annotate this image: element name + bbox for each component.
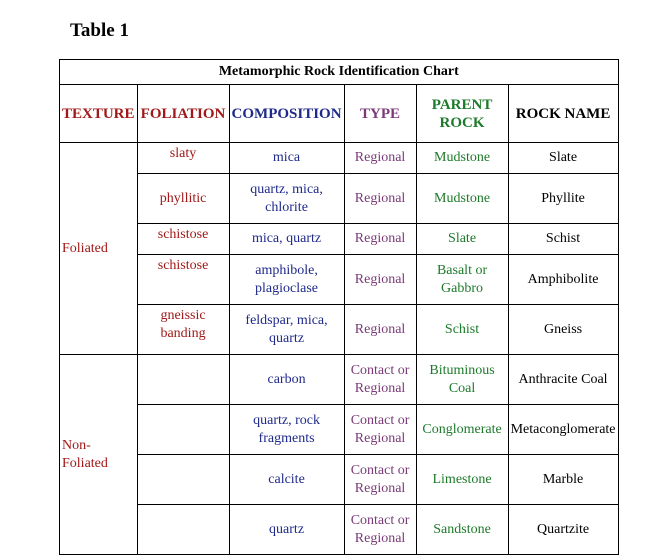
rock-name-cell: Marble bbox=[508, 455, 618, 505]
foliation-cell bbox=[137, 455, 229, 505]
rock-name-cell: Schist bbox=[508, 224, 618, 255]
table-row bbox=[60, 174, 619, 224]
header-parent-rock: PARENT ROCK bbox=[416, 85, 508, 143]
parent-rock-cell: Sandstone bbox=[416, 505, 508, 555]
type-cell: Contact or Regional bbox=[344, 355, 416, 405]
type-cell: Regional bbox=[344, 174, 416, 224]
composition-cell: carbon bbox=[229, 355, 344, 405]
parent-rock-cell: Mudstone bbox=[416, 143, 508, 174]
composition-cell: mica, quartz bbox=[229, 224, 344, 255]
parent-rock-cell: Slate bbox=[416, 224, 508, 255]
table-row bbox=[60, 224, 619, 255]
table-row bbox=[60, 143, 619, 174]
foliation-cell: schistose bbox=[137, 255, 229, 305]
rock-name-cell: Phyllite bbox=[508, 174, 618, 224]
composition-cell: quartz, mica, chlorite bbox=[229, 174, 344, 224]
rock-name-cell: Amphibolite bbox=[508, 255, 618, 305]
texture-non-foliated: Non-Foliated bbox=[60, 355, 138, 555]
header-type: TYPE bbox=[344, 85, 416, 143]
composition-cell: quartz, rock fragments bbox=[229, 405, 344, 455]
type-cell: Regional bbox=[344, 143, 416, 174]
table-row bbox=[60, 355, 619, 405]
foliation-cell bbox=[137, 355, 229, 405]
header-composition: COMPOSITION bbox=[229, 85, 344, 143]
chart-title: Metamorphic Rock Identification Chart bbox=[60, 60, 619, 85]
parent-rock-cell: Schist bbox=[416, 305, 508, 355]
table-row bbox=[60, 255, 619, 305]
parent-rock-cell: Conglomerate bbox=[416, 405, 508, 455]
table-label: Table 1 bbox=[70, 20, 129, 41]
rock-name-cell: Anthracite Coal bbox=[508, 355, 618, 405]
rock-name-cell: Slate bbox=[508, 143, 618, 174]
foliation-cell: slaty bbox=[137, 143, 229, 174]
type-cell: Regional bbox=[344, 305, 416, 355]
foliation-cell: gneissic banding bbox=[137, 305, 229, 355]
composition-cell: mica bbox=[229, 143, 344, 174]
header-rock-name: ROCK NAME bbox=[508, 85, 618, 143]
type-cell: Contact or Regional bbox=[344, 405, 416, 455]
table-row bbox=[60, 405, 619, 455]
rock-name-cell: Quartzite bbox=[508, 505, 618, 555]
table-row bbox=[60, 455, 619, 505]
header-foliation: FOLIATION bbox=[137, 85, 229, 143]
table-row bbox=[60, 505, 619, 555]
composition-cell: calcite bbox=[229, 455, 344, 505]
foliation-cell bbox=[137, 505, 229, 555]
parent-rock-cell: Basalt or Gabbro bbox=[416, 255, 508, 305]
rock-name-cell: Metaconglomerate bbox=[508, 405, 618, 455]
type-cell: Contact or Regional bbox=[344, 505, 416, 555]
composition-cell: amphibole, plagioclase bbox=[229, 255, 344, 305]
foliation-cell: schistose bbox=[137, 224, 229, 255]
parent-rock-cell: Limestone bbox=[416, 455, 508, 505]
composition-cell: quartz bbox=[229, 505, 344, 555]
foliation-cell: phyllitic bbox=[137, 174, 229, 224]
metamorphic-rock-table bbox=[59, 59, 619, 555]
parent-rock-cell: Mudstone bbox=[416, 174, 508, 224]
foliation-cell bbox=[137, 405, 229, 455]
parent-rock-cell: Bituminous Coal bbox=[416, 355, 508, 405]
type-cell: Regional bbox=[344, 255, 416, 305]
header-texture: TEXTURE bbox=[60, 85, 138, 143]
table-body bbox=[60, 143, 619, 555]
composition-cell: feldspar, mica, quartz bbox=[229, 305, 344, 355]
type-cell: Regional bbox=[344, 224, 416, 255]
type-cell: Contact or Regional bbox=[344, 455, 416, 505]
table-row bbox=[60, 305, 619, 355]
rock-name-cell: Gneiss bbox=[508, 305, 618, 355]
texture-foliated: Foliated bbox=[60, 143, 138, 355]
